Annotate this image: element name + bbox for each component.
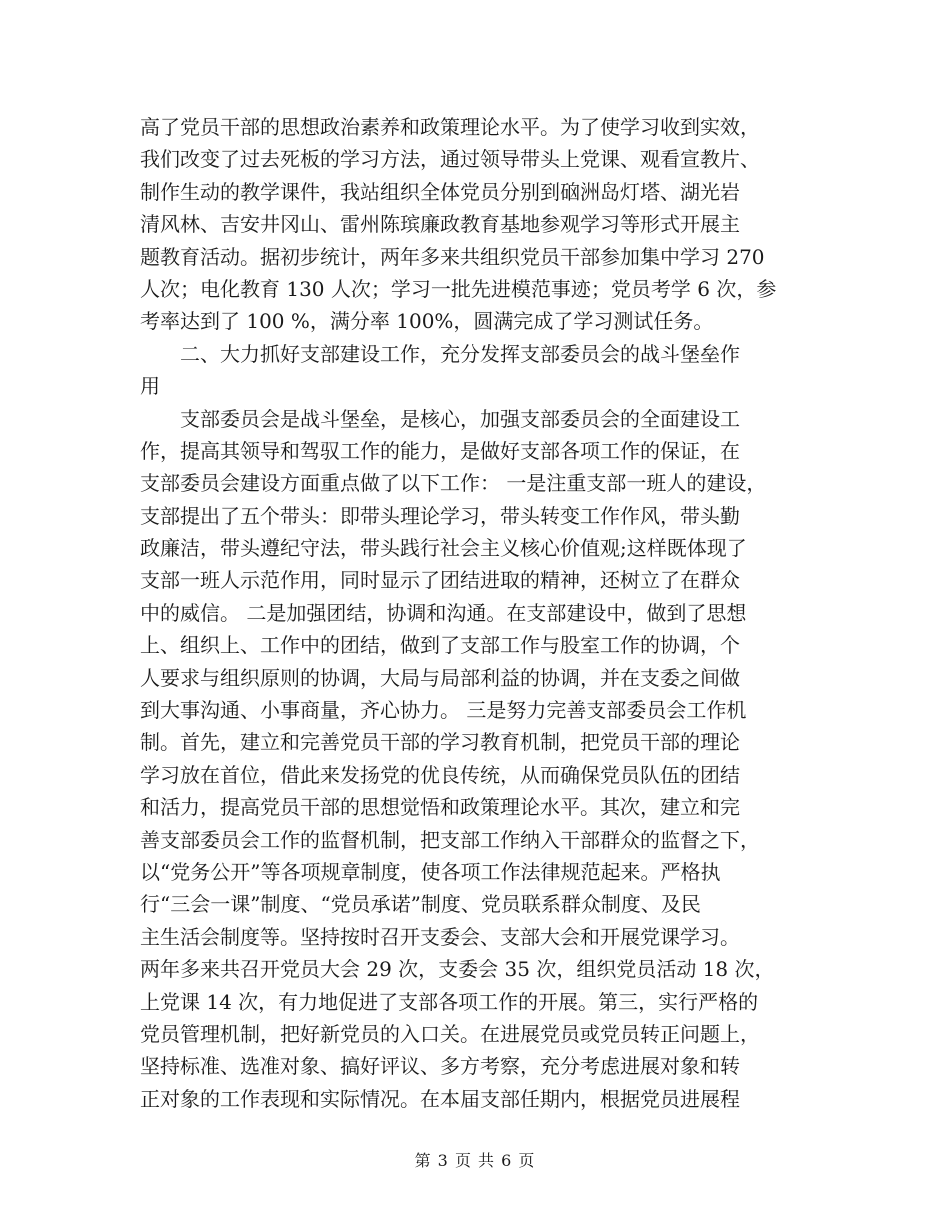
text-line: 人要求与组织原则的协调，大局与局部利益的协调，并在支委之间做 xyxy=(140,665,740,690)
text-line: 坚持标准、选准对象、搞好评议、多方考察，充分考虑进展对象和转 xyxy=(140,1054,740,1079)
page-footer: 第 3 页 共 6 页 xyxy=(414,1151,536,1170)
text-line: 主生活会制度等。坚持按时召开支委会、支部大会和开展党课学习。 xyxy=(140,924,740,949)
text-line: 上党课 14 次，有力地促进了支部各项工作的开展。第三，实行严格的 xyxy=(140,989,759,1014)
text-line: 党员管理机制，把好新党员的入口关。在进展党员或党员转正问题上， xyxy=(140,1021,760,1046)
text-line: 政廉洁，带头遵纪守法，带头践行社会主义核心价值观;这样既体现了 xyxy=(140,536,747,561)
text-line: 支部委员会是战斗堡垒，是核心，加强支部委员会的全面建设工 xyxy=(180,406,740,431)
text-line: 上、组织上、工作中的团结，做到了支部工作与股室工作的协调，个 xyxy=(140,633,740,658)
text-line: 两年多来共召开党员大会 29 次，支委会 35 次，组织党员活动 18 次， xyxy=(140,957,775,982)
text-line: 以“党务公开”等各项规章制度，使各项工作法律规范起来。严格执 xyxy=(140,859,721,884)
text-line: 作，提高其领导和驾驭工作的能力，是做好支部各项工作的保证，在 xyxy=(140,438,740,463)
text-line: 行“三会一课”制度、“党员承诺”制度、党员联系群众制度、及民 xyxy=(140,892,701,917)
text-line: 清风林、吉安井冈山、雷州陈瑸廉政教育基地参观学习等形式开展主 xyxy=(140,212,740,237)
text-line: 和活力，提高党员干部的思想觉悟和政策理论水平。其次，建立和完 xyxy=(140,795,740,820)
text-line: 用 xyxy=(140,374,160,399)
text-line: 考率达到了 100 %，满分率 100%，圆满完成了学习测试任务。 xyxy=(140,309,714,334)
text-line: 善支部委员会工作的监督机制，把支部工作纳入干部群众的监督之下， xyxy=(140,827,760,852)
text-line: 制。首先，建立和完善党员干部的学习教育机制，把党员干部的理论 xyxy=(140,730,740,755)
text-line: 中的威信。 二是加强团结，协调和沟通。在支部建设中，做到了思想 xyxy=(140,600,747,625)
text-line: 到大事沟通、小事商量，齐心协力。 三是努力完善支部委员会工作机 xyxy=(140,698,747,723)
text-line: 我们改变了过去死板的学习方法，通过领导带头上党课、观看宣教片、 xyxy=(140,147,760,172)
text-line: 支部委员会建设方面重点做了以下工作： 一是注重支部一班人的建设， xyxy=(140,471,767,496)
text-line: 支部提出了五个带头：即带头理论学习，带头转变工作作风，带头勤 xyxy=(140,503,740,528)
text-line: 学习放在首位，借此来发扬党的优良传统，从而确保党员队伍的团结 xyxy=(140,762,740,787)
text-line: 支部一班人示范作用，同时显示了团结进取的精神，还树立了在群众 xyxy=(140,568,740,593)
body-text xyxy=(140,111,820,1115)
text-line: 制作生动的教学课件，我站组织全体党员分别到硇洲岛灯塔、湖光岩 xyxy=(140,179,740,204)
text-line: 题教育活动。据初步统计，两年多来共组织党员干部参加集中学习 270 xyxy=(140,244,765,269)
text-line: 人次；电化教育 130 人次；学习一批先进模范事迹；党员考学 6 次，参 xyxy=(140,276,777,301)
text-line: 高了党员干部的思想政治素养和政策理论水平。为了使学习收到实效， xyxy=(140,115,760,139)
text-line: 二、大力抓好支部建设工作，充分发挥支部委员会的战斗堡垒作 xyxy=(180,341,740,366)
text-line: 正对象的工作表现和实际情况。在本届支部任期内，根据党员进展程 xyxy=(140,1086,740,1111)
